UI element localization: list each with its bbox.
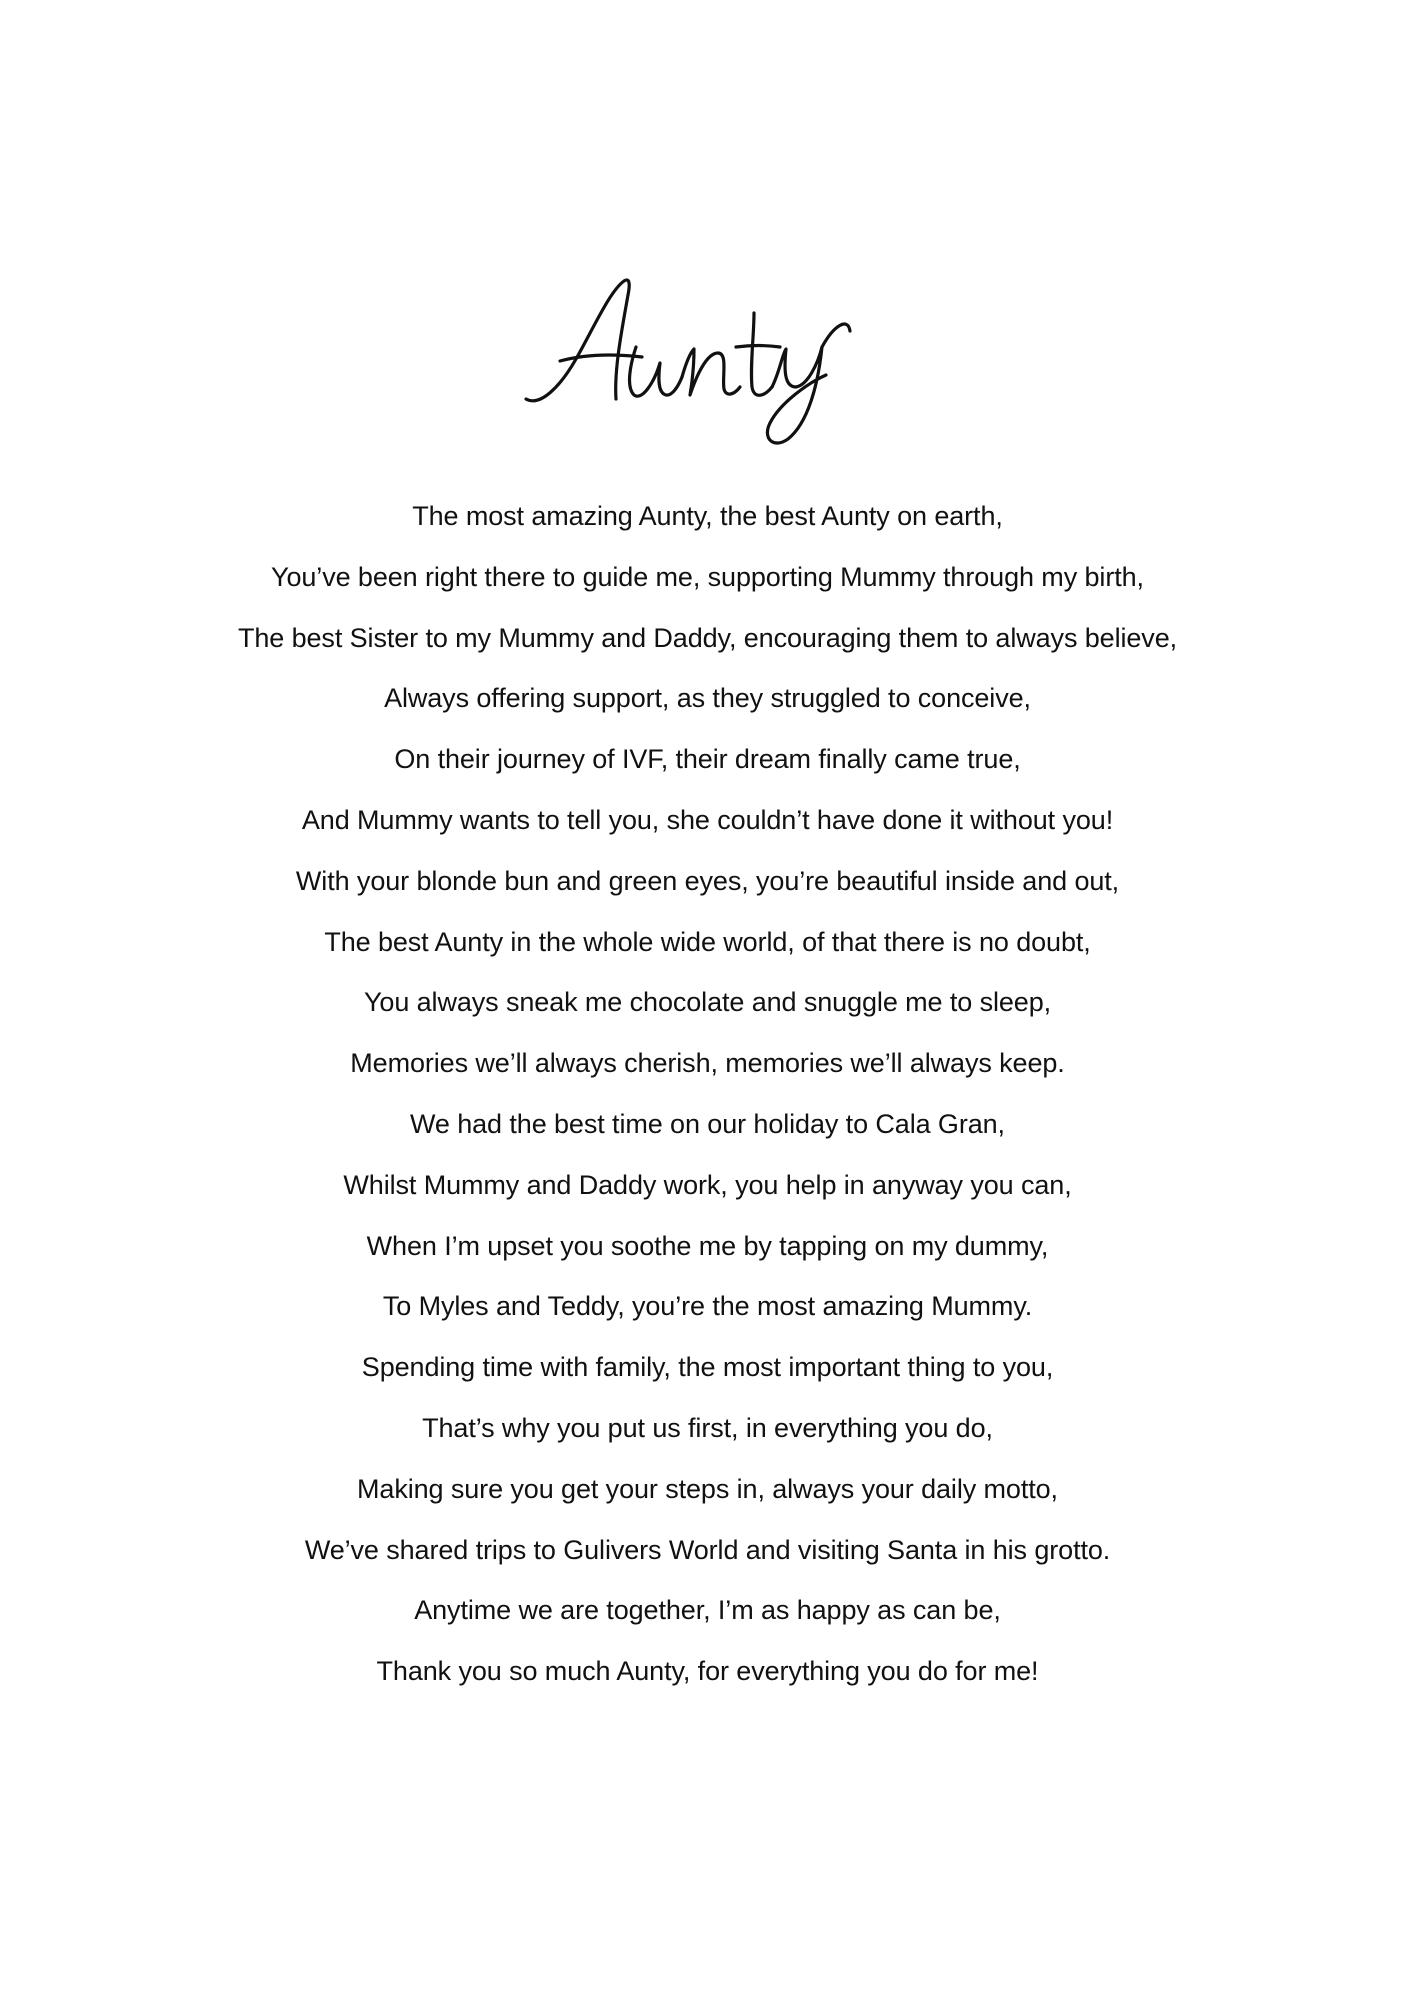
- poem-line: The most amazing Aunty, the best Aunty on earth,: [412, 501, 1003, 531]
- poem-line: When I’m upset you soothe me by tapping on my dummy,: [366, 1230, 1049, 1261]
- poem-line: You’ve been right there to guide me, supporting Mummy through my birth,: [271, 561, 1144, 592]
- poem-line: On their journey of IVF, their dream finally came true,: [394, 744, 1021, 775]
- poem-line: Anytime we are together, I’m as happy as can be,: [414, 1595, 1001, 1626]
- poem-line: Always offering support, as they struggled to conceive,: [384, 683, 1031, 714]
- poem-body: [0, 486, 1415, 1702]
- script-title-artwork: [518, 255, 898, 455]
- poem-line: Memories we’ll always cherish, memories we’ll always keep.: [350, 1048, 1065, 1079]
- poem-line: Spending time with family, the most important thing to you,: [361, 1352, 1054, 1383]
- poem-line: You always sneak me chocolate and snuggle me to sleep,: [363, 987, 1052, 1018]
- poem-line: The best Aunty in the whole wide world, of that there is no doubt,: [324, 926, 1091, 957]
- poem-line: Whilst Mummy and Daddy work, you help in anyway you can,: [343, 1169, 1072, 1200]
- poem-line: The best Sister to my Mummy and Daddy, encouraging them to always believe,: [237, 622, 1178, 653]
- poem-line: That’s why you put us first, in everything you do,: [422, 1412, 993, 1443]
- poem-line: Making sure you get your steps in, always your daily motto,: [357, 1473, 1058, 1504]
- poem-line: With your blonde bun and green eyes, you’re beautiful inside and out,: [295, 865, 1120, 896]
- poem-line: We’ve shared trips to Gulivers World and visiting Santa in his grotto.: [304, 1534, 1111, 1565]
- poem-line: Thank you so much Aunty, for everything you do for me!: [376, 1656, 1039, 1687]
- poem-title: [0, 255, 1415, 455]
- poem-line: We had the best time on our holiday to Cala Gran,: [410, 1108, 1005, 1139]
- poem-line: And Mummy wants to tell you, she couldn’t have done it without you!: [301, 804, 1114, 835]
- poem-line: To Myles and Teddy, you’re the most amazing Mummy.: [382, 1291, 1033, 1322]
